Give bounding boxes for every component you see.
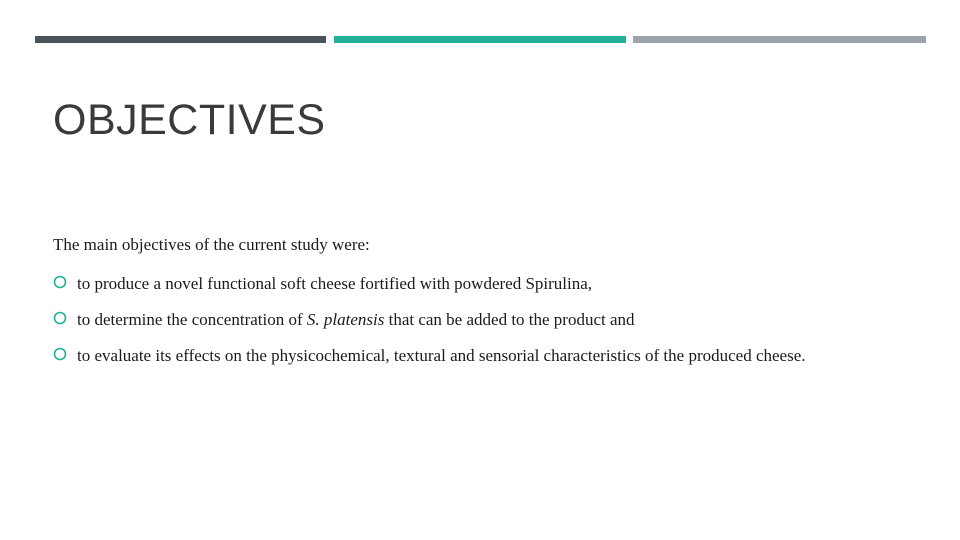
slide-title: OBJECTIVES: [53, 96, 326, 144]
list-item: [53, 307, 893, 333]
intro-text: The main objectives of the current study were:: [53, 235, 370, 254]
circle-bullet-icon: [53, 311, 67, 325]
list-item: [53, 343, 893, 369]
header-bar-dark: [35, 36, 326, 43]
bullet-text-before: to determine the concentration of: [77, 310, 307, 329]
list-item: [53, 271, 893, 297]
header-bar-gray: [633, 36, 926, 43]
circle-bullet-icon: [53, 275, 67, 289]
bullet-text: to evaluate its effects on the physicochemical, textural and sensorial characteristics of the produced cheese.: [77, 346, 806, 365]
header-bar-teal: [334, 36, 626, 43]
bullet-text: to produce a novel functional soft cheese fortified with powdered Spirulina,: [77, 274, 593, 293]
objectives-list: [53, 271, 893, 379]
bullet-text-after: that can be added to the product and: [384, 310, 635, 329]
circle-bullet-icon: [53, 347, 67, 361]
bullet-text-species: S. platensis: [306, 310, 385, 329]
